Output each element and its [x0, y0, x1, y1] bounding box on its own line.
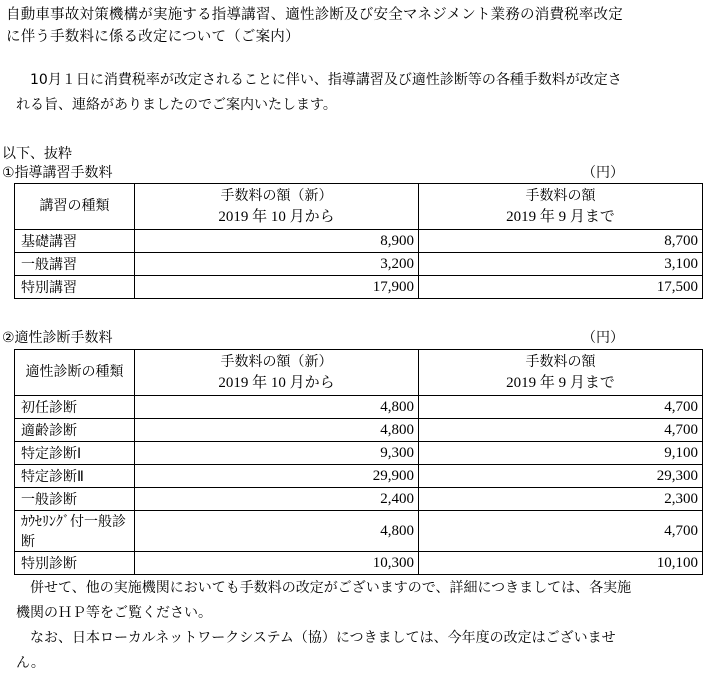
training-fee-table — [14, 183, 703, 299]
header-course-type: 講習の種類 — [15, 184, 135, 230]
table-row: ｶｳｾﾘﾝｸﾞ付一般診断 4,800 4,700 — [15, 511, 703, 552]
section1-heading: ①指導講習手数料 — [2, 165, 113, 181]
header-new-fee: 手数料の額（新） 2019 年 10 月から — [135, 184, 419, 230]
table-row: 一般講習 3,200 3,100 — [15, 253, 703, 276]
header-new-fee: 手数料の額（新） 2019 年 10 月から — [135, 350, 419, 396]
intro-paragraph: 10月１日に消費税率が改定されることに伴い、指導講習及び適性診断等の各種手数料が改定される旨、連絡がありましたのでご案内いたします。 — [16, 72, 622, 113]
table-row: 特定診断Ⅱ 29,900 29,300 — [15, 465, 703, 488]
table-row: 特別講習 17,900 17,500 — [15, 276, 703, 299]
table-row: 一般診断 2,400 2,300 — [15, 488, 703, 511]
section2-heading: ②適性診断手数料 — [2, 330, 113, 346]
table-row: 基礎講習 8,900 8,700 — [15, 230, 703, 253]
header-old-fee: 手数料の額 2019 年 9 月まで — [419, 184, 703, 230]
closing-paragraph-other-agencies: 併せて、他の実施機関においても手数料の改定がございますので、詳細につきましては、各実施機関のＨＰ等をご覧ください。 — [16, 580, 632, 621]
aptitude-fee-table — [14, 349, 703, 575]
header-diagnosis-type: 適性診断の種類 — [15, 350, 135, 396]
table-row: 特定診断Ⅰ 9,300 9,100 — [15, 442, 703, 465]
excerpt-label: 以下、抜粋 — [2, 146, 72, 162]
closing-paragraph-local-network: なお、日本ローカルネットワークシステム（協）につきましては、今年度の改定はございません。 — [16, 630, 616, 671]
document-title: 自動車事故対策機構が実施する指導講習、適性診断及び安全マネジメント業務の消費税率改定に伴う手数料に係る改定について（ご案内） — [6, 7, 623, 45]
section1-unit: （円） — [582, 165, 624, 181]
header-old-fee: 手数料の額 2019 年 9 月まで — [419, 350, 703, 396]
table-row: 初任診断 4,800 4,700 — [15, 396, 703, 419]
table-row: 適齢診断 4,800 4,700 — [15, 419, 703, 442]
section2-unit: （円） — [582, 330, 624, 346]
table-row: 特別診断 10,300 10,100 — [15, 552, 703, 575]
